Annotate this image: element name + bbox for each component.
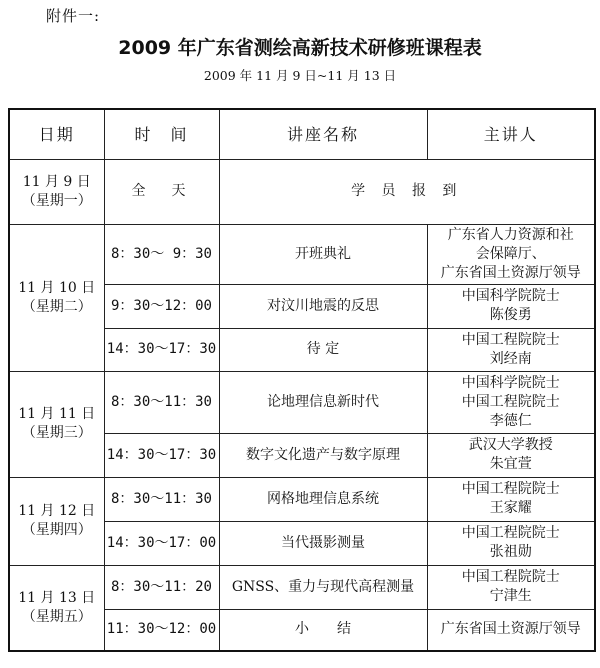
session-lecture: 数字文化遗产与数字原理 bbox=[219, 433, 427, 477]
speaker-line: 中国科学院院士 bbox=[461, 374, 560, 391]
speaker-line: 会保障厅、 bbox=[475, 245, 546, 262]
session-speaker bbox=[427, 433, 595, 477]
session-lecture: 小 结 bbox=[219, 609, 427, 651]
speaker-line: 中国工程院院士 bbox=[461, 525, 560, 541]
speaker-line: 宁津生 bbox=[489, 588, 532, 604]
day-date: 11 月 11 日 bbox=[18, 406, 96, 422]
speaker-line: 中国工程院院士 bbox=[461, 331, 560, 348]
session-lecture: 论地理信息新时代 bbox=[219, 371, 427, 433]
table-row bbox=[9, 371, 595, 433]
attachment-label: 附件一: bbox=[46, 7, 101, 25]
speaker-line: 朱宜萱 bbox=[489, 456, 532, 472]
speaker-line: 刘经南 bbox=[489, 350, 532, 367]
session-speaker bbox=[427, 328, 595, 371]
document-title: 2009 年广东省测绘高新技术研修班课程表 bbox=[118, 37, 482, 59]
session-lecture: 待 定 bbox=[219, 328, 427, 371]
day-cell bbox=[9, 159, 104, 224]
speaker-line: 李德仁 bbox=[489, 412, 532, 429]
day-cell bbox=[9, 371, 104, 477]
speaker-line: 中国工程院院士 bbox=[461, 569, 560, 585]
speaker-line: 张祖勋 bbox=[489, 544, 532, 560]
day-date: 11 月 12 日 bbox=[18, 503, 96, 519]
session-time: 8：30～11：20 bbox=[104, 565, 219, 609]
session-speaker bbox=[427, 371, 595, 433]
header-time: 时 间 bbox=[104, 109, 219, 159]
session-lecture: 当代摄影测量 bbox=[219, 521, 427, 565]
day-weekday: （星期三） bbox=[21, 425, 92, 441]
table-row bbox=[9, 477, 595, 521]
session-lecture: 对汶川地震的反思 bbox=[219, 284, 427, 328]
session-lecture: 网格地理信息系统 bbox=[219, 477, 427, 521]
schedule-table bbox=[8, 108, 596, 652]
session-time: 11：30～12：00 bbox=[104, 609, 219, 651]
session-speaker bbox=[427, 521, 595, 565]
session-time: 14：30～17：00 bbox=[104, 521, 219, 565]
table-row bbox=[9, 159, 595, 224]
day-cell bbox=[9, 477, 104, 565]
session-speaker bbox=[427, 609, 595, 651]
document-subtitle: 2009 年 11 月 9 日~11 月 13 日 bbox=[203, 68, 397, 83]
session-lecture: GNSS、重力与现代高程测量 bbox=[219, 565, 427, 609]
header-lecture: 讲座名称 bbox=[219, 109, 427, 159]
day-weekday: （星期四） bbox=[21, 522, 92, 538]
session-time: 8：30～ 9：30 bbox=[104, 224, 219, 284]
day-date: 11 月 9 日 bbox=[22, 173, 91, 190]
day-date: 11 月 10 日 bbox=[18, 279, 96, 296]
day-cell bbox=[9, 565, 104, 651]
session-time: 8：30～11：30 bbox=[104, 477, 219, 521]
header-date: 日期 bbox=[9, 109, 104, 159]
speaker-line: 广东省国土资源厅领导 bbox=[440, 621, 581, 638]
session-speaker bbox=[427, 284, 595, 328]
speaker-line: 陈俊勇 bbox=[489, 307, 532, 323]
session-lecture: 开班典礼 bbox=[219, 224, 427, 284]
session-time: 全 天 bbox=[104, 159, 219, 224]
session-speaker bbox=[427, 224, 595, 284]
speaker-line: 王家耀 bbox=[489, 500, 532, 516]
session-time: 14：30～17：30 bbox=[104, 433, 219, 477]
table-row bbox=[9, 224, 595, 284]
speaker-line: 中国科学院院士 bbox=[461, 288, 560, 304]
speaker-line: 中国工程院院士 bbox=[461, 393, 560, 410]
session-time: 8：30～11：30 bbox=[104, 371, 219, 433]
table-row bbox=[9, 565, 595, 609]
header-row bbox=[9, 109, 595, 159]
day-date: 11 月 13 日 bbox=[18, 589, 96, 606]
session-time: 9：30～12：00 bbox=[104, 284, 219, 328]
day-cell bbox=[9, 224, 104, 371]
day-weekday: （星期一） bbox=[21, 192, 92, 209]
day-weekday: （星期二） bbox=[21, 298, 92, 315]
session-lecture: 学 员 报 到 bbox=[219, 159, 595, 224]
speaker-line: 武汉大学教授 bbox=[468, 437, 553, 453]
session-speaker bbox=[427, 477, 595, 521]
header-speaker: 主讲人 bbox=[427, 109, 595, 159]
speaker-line: 广东省国土资源厅领导 bbox=[440, 264, 581, 281]
speaker-line: 广东省人力资源和社 bbox=[447, 226, 574, 243]
day-weekday: （星期五） bbox=[21, 608, 92, 625]
session-time: 14：30～17：30 bbox=[104, 328, 219, 371]
session-speaker bbox=[427, 565, 595, 609]
speaker-line: 中国工程院院士 bbox=[461, 481, 560, 497]
